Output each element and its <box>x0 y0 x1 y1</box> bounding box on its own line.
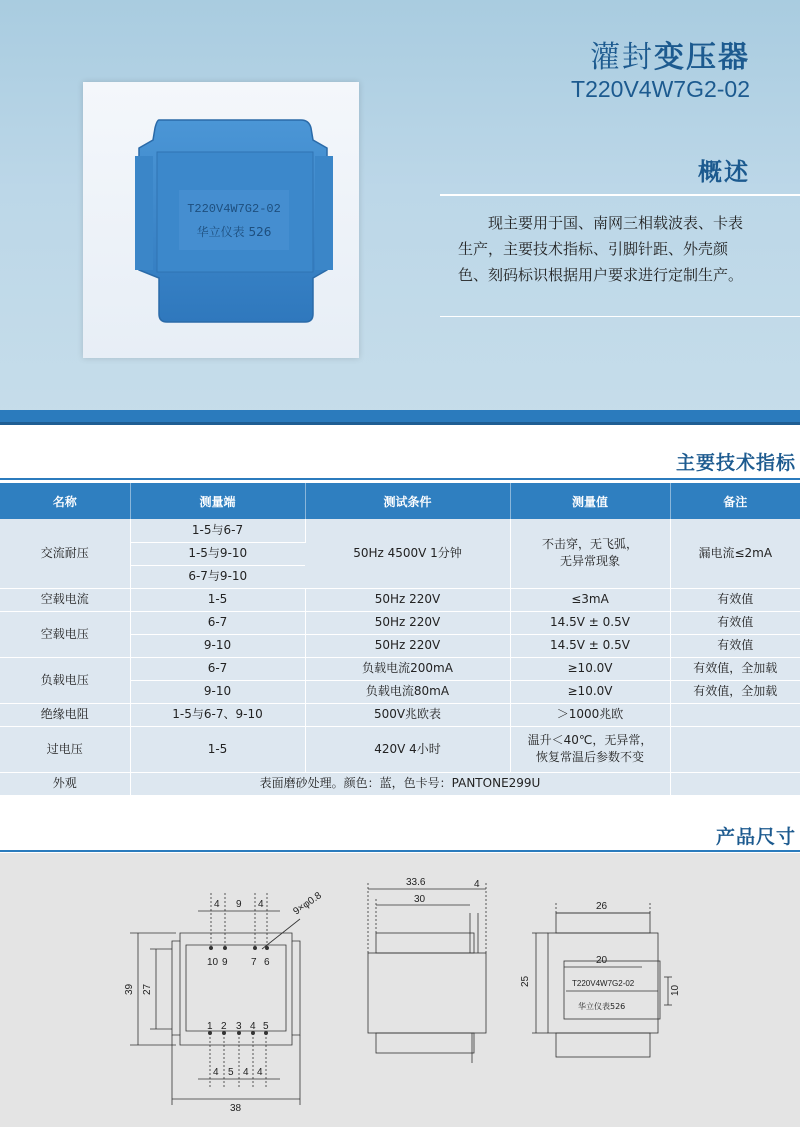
pin-note: 9×φ0.8 <box>291 890 324 918</box>
row-condition: 50Hz 220V <box>305 611 510 634</box>
row-condition: 负载电流200mA <box>305 657 510 680</box>
row-value: ≥10.0V <box>510 680 670 703</box>
row-name: 空载电压 <box>0 611 130 657</box>
row-note: 漏电流≤2mA <box>670 519 800 588</box>
dim-bottom-1: 4 <box>213 1067 219 1078</box>
transformer-image <box>83 82 359 358</box>
row-appearance: 表面磨砂处理。颜色：蓝，色卡号：PANTONE299U <box>130 772 670 795</box>
col-terminal: 测量端 <box>130 483 305 519</box>
row-note <box>670 772 800 795</box>
dim-bottom-4: 4 <box>257 1067 263 1078</box>
row-value: 温升＜40℃，无异常， 恢复常温后参数不变 <box>510 726 670 772</box>
pin-6: 6 <box>264 957 270 968</box>
col-name: 名称 <box>0 483 130 519</box>
pin-2: 2 <box>221 1021 227 1032</box>
dimensions-heading: 产品尺寸 <box>715 826 796 848</box>
pin-5: 5 <box>263 1021 269 1032</box>
dim-bottom-3: 4 <box>243 1067 249 1078</box>
row-value: ≥10.0V <box>510 657 670 680</box>
label-brand: 华立仪表526 <box>578 1002 626 1011</box>
col-note: 备注 <box>670 483 800 519</box>
row-terminal: 1-5 <box>130 588 305 611</box>
row-note: 有效值 <box>670 634 800 657</box>
row-terminal: 1-5 <box>130 726 305 772</box>
dim-top-2: 9 <box>236 899 242 910</box>
dim-top-1: 4 <box>214 899 220 910</box>
engraved-brand: 华立仪表 526 <box>196 225 272 239</box>
col-value: 测量值 <box>510 483 670 519</box>
row-terminal: 9-10 <box>130 680 305 703</box>
table-row <box>0 726 800 772</box>
row-terminal: 6-7与9-10 <box>130 565 305 588</box>
row-value: 14.5V ± 0.5V <box>510 611 670 634</box>
table-row <box>0 772 800 795</box>
row-terminal: 6-7 <box>130 611 305 634</box>
banner-line <box>0 422 800 425</box>
dimensions-rule <box>0 850 800 852</box>
dim-top-3: 4 <box>258 899 264 910</box>
dim-depth: 33.6 <box>406 877 426 888</box>
dim-back-width: 26 <box>596 901 608 912</box>
row-terminal: 6-7 <box>130 657 305 680</box>
overview-divider-bottom <box>440 316 800 317</box>
row-terminal: 1-5与9-10 <box>130 542 305 565</box>
product-photo <box>83 82 359 358</box>
row-condition: 负载电流80mA <box>305 680 510 703</box>
row-name: 外观 <box>0 772 130 795</box>
pin-9: 9 <box>222 957 228 968</box>
dim-height-inner: 27 <box>142 983 153 995</box>
dim-pin-offset: 4 <box>474 879 480 890</box>
page-title: 灌封变压器 <box>590 40 750 75</box>
row-condition: 50Hz 4500V 1分钟 <box>305 519 510 588</box>
table-row <box>0 703 800 726</box>
dim-label-width: 20 <box>596 955 608 966</box>
row-condition: 50Hz 220V <box>305 588 510 611</box>
spec-table <box>0 483 800 796</box>
dim-height-outer: 39 <box>124 983 135 995</box>
dim-body: 30 <box>414 894 426 905</box>
dim-label-height: 10 <box>670 984 681 996</box>
row-note <box>670 726 800 772</box>
row-condition: 420V 4小时 <box>305 726 510 772</box>
table-row <box>0 611 800 634</box>
row-terminal: 1-5与6-7、9-10 <box>130 703 305 726</box>
table-row <box>0 519 800 542</box>
table-row <box>0 588 800 611</box>
col-condition: 测试条件 <box>305 483 510 519</box>
row-name: 空载电流 <box>0 588 130 611</box>
row-note: 有效值，全加载 <box>670 680 800 703</box>
row-note <box>670 703 800 726</box>
overview-text: 现主要用于国、南网三相载波表、卡表生产，主要技术指标、引脚针距、外壳颜色、刻码标识根据用户要求进行定制生产。 <box>458 214 744 284</box>
row-note: 有效值，全加载 <box>670 657 800 680</box>
dim-width: 38 <box>230 1103 242 1114</box>
row-condition: 50Hz 220V <box>305 634 510 657</box>
dim-back-height: 25 <box>520 975 531 987</box>
row-name: 过电压 <box>0 726 130 772</box>
pin-4: 4 <box>250 1021 256 1032</box>
dim-bottom-2: 5 <box>228 1067 234 1078</box>
row-terminal: 1-5与6-7 <box>130 519 305 542</box>
pin-3: 3 <box>236 1021 242 1032</box>
row-value: 不击穿，无飞弧， 无异常现象 <box>510 519 670 588</box>
row-condition: 500V兆欧表 <box>305 703 510 726</box>
row-value: 14.5V ± 0.5V <box>510 634 670 657</box>
row-name: 交流耐压 <box>0 519 130 588</box>
specs-heading: 主要技术指标 <box>675 452 796 474</box>
row-name: 负载电压 <box>0 657 130 703</box>
row-name: 绝缘电阻 <box>0 703 130 726</box>
row-value: ≤3mA <box>510 588 670 611</box>
row-note: 有效值 <box>670 588 800 611</box>
pin-10: 10 <box>207 957 219 968</box>
row-terminal: 9-10 <box>130 634 305 657</box>
banner-stripe <box>0 410 800 422</box>
pin-7: 7 <box>251 957 257 968</box>
table-row <box>0 657 800 680</box>
specs-rule <box>0 478 800 480</box>
overview-heading: 概述 <box>698 158 750 186</box>
row-note: 有效值 <box>670 611 800 634</box>
label-model: T220V4W7G2-02 <box>572 979 635 988</box>
pin-1: 1 <box>207 1021 213 1032</box>
model-number: T220V4W7G2-02 <box>571 76 750 102</box>
side-view <box>368 883 486 1063</box>
dimension-drawing <box>0 853 800 1127</box>
row-value: ＞1000兆欧 <box>510 703 670 726</box>
spec-header-row <box>0 483 800 519</box>
engraved-model: T220V4W7G2-02 <box>187 202 281 216</box>
overview-divider <box>440 194 800 196</box>
